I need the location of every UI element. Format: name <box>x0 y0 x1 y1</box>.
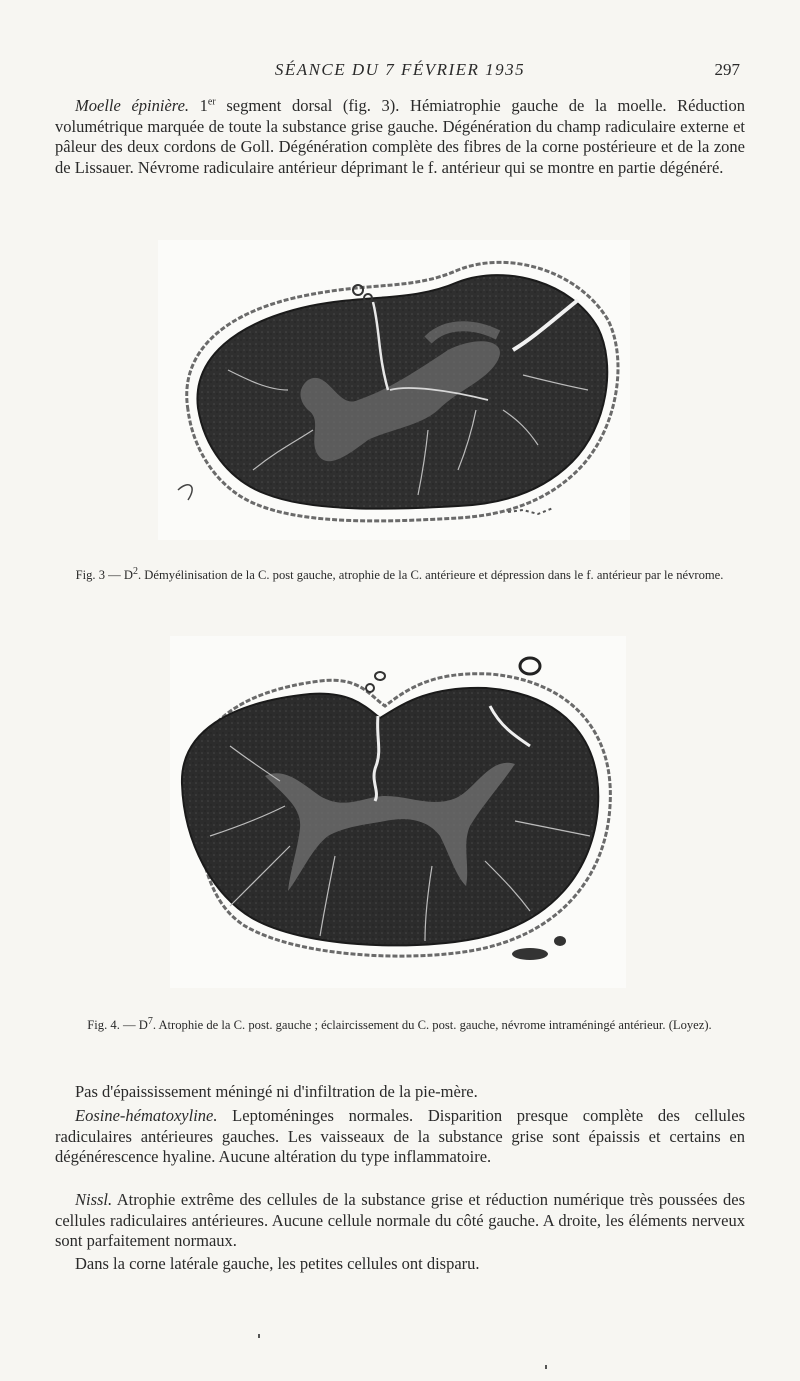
intro-text: segment dorsal (fig. 3). Hémiatrophie gauche de la moelle. Réduction volumétrique marquée de toute la substance grise gauche. Dégénération du champ radiculaire externe et pâleur des deux cordons de Goll. Dégénération complète des fibres de la corne postérieure et de la zone de Lissauer. Névrome radiculaire antérieur déprimant le f. antérieur qui se montre en partie dégénéré. <box>55 96 745 177</box>
body-p4-text: Dans la corne latérale gauche, les petites cellules ont disparu. <box>75 1254 480 1273</box>
intro-ordinal-sup: er <box>207 96 216 108</box>
figure-4-caption-dash: . — <box>116 1018 139 1032</box>
body-p3-text: Atrophie extrême des cellules de la substance grise et réduction numérique très poussées des cellules radiculaires antérieures. Aucune cellule normale du côté gauche. A droite, les éléments nerveux sont parfaitement normaux. <box>55 1190 745 1251</box>
figure-4-level: D <box>138 1018 148 1032</box>
speck-mark <box>258 1334 260 1338</box>
body-p1-text: Pas d'épaississement méningé ni d'infiltration de la pie-mère. <box>75 1082 478 1101</box>
figure-4-level-sup: 7 <box>147 1015 153 1027</box>
intro-ordinal: 1 <box>199 96 208 115</box>
body-paragraph-2 <box>55 1106 745 1168</box>
intro-paragraph <box>55 96 745 178</box>
running-head: SÉANCE DU 7 FÉVRIER 1935 <box>274 60 526 79</box>
speck-mark <box>545 1365 547 1369</box>
figure-3-image <box>158 240 630 540</box>
body-p2-text: Leptoméninges normales. Disparition presque complète des cellules radiculaires antérieures gauches. Les vaisseaux de la substance grise sont épaissis et certains en dégénérescence hyaline. Aucune altération du type inflammatoire. <box>55 1106 745 1167</box>
figure-4-caption-label: Fig. 4 <box>87 1018 117 1032</box>
body-paragraph-3 <box>55 1190 745 1252</box>
body-p3-lead: Nissl. <box>75 1190 113 1209</box>
spinal-cord-section-d2-drawing <box>158 240 630 540</box>
page-number: 297 <box>714 60 740 79</box>
figure-3-caption-dash: — <box>105 568 124 582</box>
page-header <box>0 60 800 84</box>
body-paragraph-4 <box>55 1254 745 1275</box>
body-paragraph-1 <box>55 1082 745 1103</box>
figure-4-caption <box>52 1015 747 1033</box>
body-p2-lead: Eosine-hématoxyline. <box>75 1106 218 1125</box>
spinal-cord-section-d7-drawing <box>170 636 626 988</box>
figure-3-caption-text: . Démyélinisation de la C. post gauche, atrophie de la C. antérieure et dépression dans le f. antérieur par le névrome. <box>138 568 724 582</box>
figure-4-image <box>170 636 626 988</box>
figure-3-caption <box>52 565 747 583</box>
figure-3-level: D <box>123 568 133 582</box>
figure-4-caption-text: . Atrophie de la C. post. gauche ; éclaircissement du C. post. gauche, névrome intraméningé antérieur. (Loyez). <box>152 1018 712 1032</box>
figure-3-caption-label: Fig. 3 <box>75 568 105 582</box>
figure-3-level-sup: 2 <box>133 565 138 577</box>
intro-lead: Moelle épinière. <box>75 96 190 115</box>
